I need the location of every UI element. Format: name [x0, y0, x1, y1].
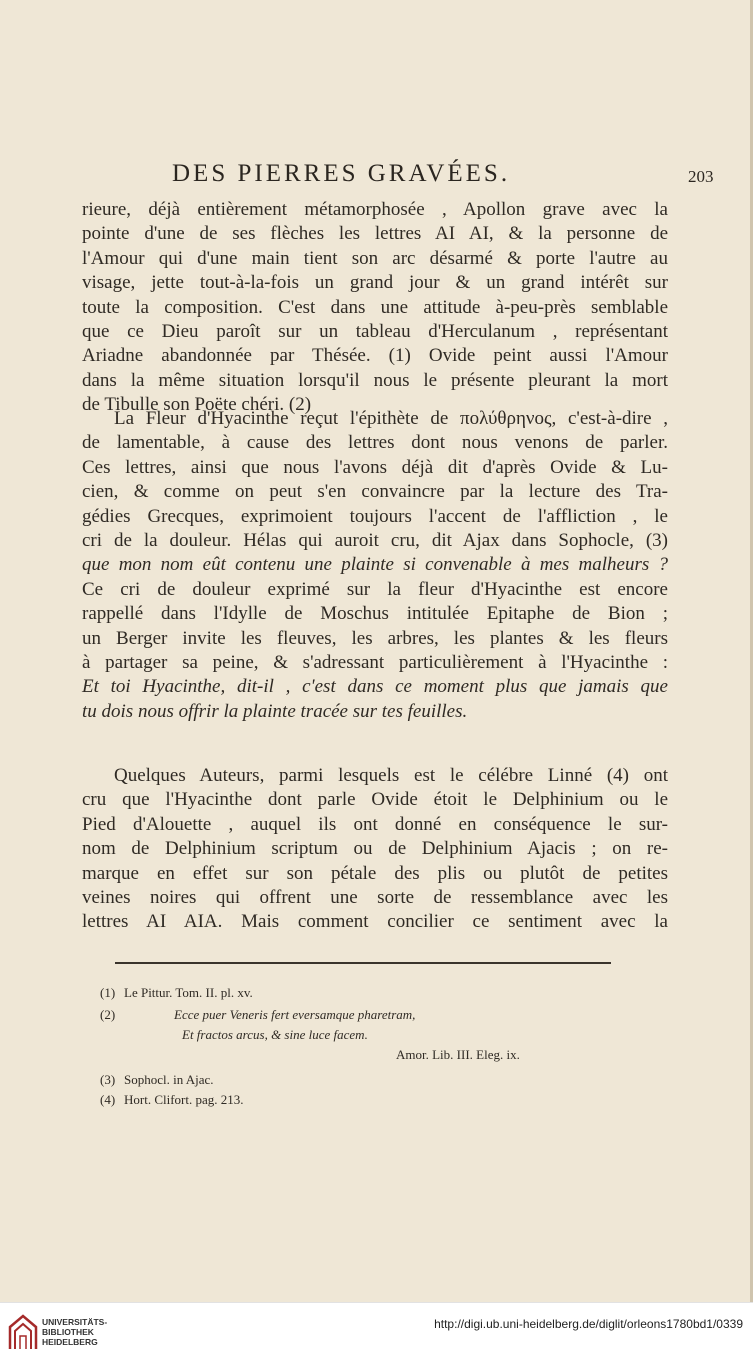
text-line: cien, & comme on peut s'en convaincre par la lecture des Tra-: [82, 481, 668, 503]
text-line: veines noires qui offrent une sorte de ressemblance avec les: [82, 886, 668, 908]
text-line: cri de la douleur. Hélas qui auroit cru, dit Ajax dans Sophocle, (3): [82, 529, 668, 551]
text-line: gédies Grecques, exprimoient toujours l'accent de l'affliction , le: [82, 505, 668, 527]
footnote-mark: (4): [100, 1092, 116, 1107]
text-line: pointe d'une de ses flèches les lettres AI AI, & la personne de: [82, 223, 668, 245]
permalink[interactable]: http://digi.ub.uni-heidelberg.de/diglit/orleons1780bd1/0339: [434, 1317, 743, 1331]
text-line: nom de Delphinium scriptum ou de Delphinium Ajacis ; on re-: [82, 838, 668, 860]
text-line: toute la composition. C'est dans une attitude à-peu-près semblable: [82, 296, 668, 318]
text-line: rappellé dans l'Idylle de Moschus intitulée Epitaphe de Bion ;: [82, 603, 668, 625]
paragraph-1: [82, 198, 668, 418]
footnote-text: Amor. Lib. III. Eleg. ix.: [396, 1047, 520, 1062]
text-line: que mon nom eût contenu une plainte si convenable à mes malheurs ?: [82, 554, 668, 576]
footnote-3: [100, 1072, 214, 1088]
footnote-4: [100, 1092, 244, 1108]
text-line: Pied d'Alouette , auquel ils ont donné en conséquence le sur-: [82, 813, 668, 835]
text-line: Ce cri de douleur exprimé sur la fleur d'Hyacinthe est encore: [82, 578, 668, 600]
text-line: Quelques Auteurs, parmi lesquels est le célébre Linné (4) ont: [114, 765, 668, 786]
text-line: Ariadne abandonnée par Thésée. (1) Ovide peint aussi l'Amour: [82, 345, 668, 367]
text-line: marque en effet sur son pétale des plis ou plutôt de petites: [82, 862, 668, 884]
text-line: La Fleur d'Hyacinthe reçut l'épithète de πολύθρηνος, c'est-à-dire ,: [114, 408, 668, 429]
running-title: DES PIERRES GRAVÉES.: [172, 160, 511, 187]
footnote-2-line-2: [100, 1027, 368, 1043]
text-line: l'Amour qui d'une main tient son arc désarmé & porte l'autre au: [82, 247, 668, 269]
text-line: tu dois nous offrir la plainte tracée sur tes feuilles.: [82, 700, 468, 722]
footnote-mark: (1): [100, 985, 116, 1000]
library-name-line-3: HEIDELBERG: [42, 1337, 98, 1347]
text-line: Et toi Hyacinthe, dit-il , c'est dans ce moment plus que jamais que: [82, 676, 668, 698]
page-number: 203: [688, 167, 714, 186]
footnote-2: [100, 1007, 415, 1023]
running-header: [0, 160, 753, 194]
text-line: à partager sa peine, & s'adressant particulièrement à l'Hyacinthe :: [82, 651, 668, 673]
footnote-mark: (2): [100, 1007, 116, 1022]
paragraph-2: [82, 407, 668, 724]
text-line: rieure, déjà entièrement métamorphosée , Apollon grave avec la: [82, 199, 668, 220]
library-name-line-2: BIBLIOTHEK: [42, 1327, 94, 1337]
text-line: dans la même situation lorsqu'il nous le présente pleurant la mort: [82, 369, 668, 391]
footnote-rule: [115, 962, 611, 964]
footnote-text: Hort. Clifort. pag. 213.: [124, 1092, 244, 1107]
footnote-text: Et fractos arcus, & sine luce facem.: [182, 1027, 368, 1042]
footnote-text: Ecce puer Veneris fert eversamque pharetram,: [174, 1007, 416, 1022]
footnote-1: [100, 985, 253, 1001]
footnote-mark: (3): [100, 1072, 116, 1087]
text-line: lettres AI AIA. Mais comment concilier ce sentiment avec la: [82, 911, 668, 933]
text-line: visage, jette tout-à-la-fois un grand jour & un grand intérêt sur: [82, 272, 668, 294]
viewer-footer: [0, 1302, 753, 1362]
university-seal-icon: [8, 1313, 38, 1351]
text-line: Ces lettres, ainsi que nous l'avons déjà dit d'après Ovide & Lu-: [82, 456, 668, 478]
text-line: un Berger invite les fleuves, les arbres, les plantes & les fleurs: [82, 627, 668, 649]
text-line: cru que l'Hyacinthe dont parle Ovide étoit le Delphinium ou le: [82, 789, 668, 811]
library-name-line-1: UNIVERSITÄTS-: [42, 1317, 108, 1327]
footnote-text: Le Pittur. Tom. II. pl. xv.: [124, 985, 253, 1000]
footnote-2-source: [396, 1047, 520, 1063]
text-line: que ce Dieu paroît sur un tableau d'Herculanum , représentant: [82, 320, 668, 342]
footnote-text: Sophocl. in Ajac.: [124, 1072, 214, 1087]
text-line: de Tibulle son Poëte chéri. (2): [82, 394, 312, 416]
paragraph-3: [82, 764, 668, 935]
text-line: de lamentable, à cause des lettres dont nous venons de parler.: [82, 432, 668, 454]
